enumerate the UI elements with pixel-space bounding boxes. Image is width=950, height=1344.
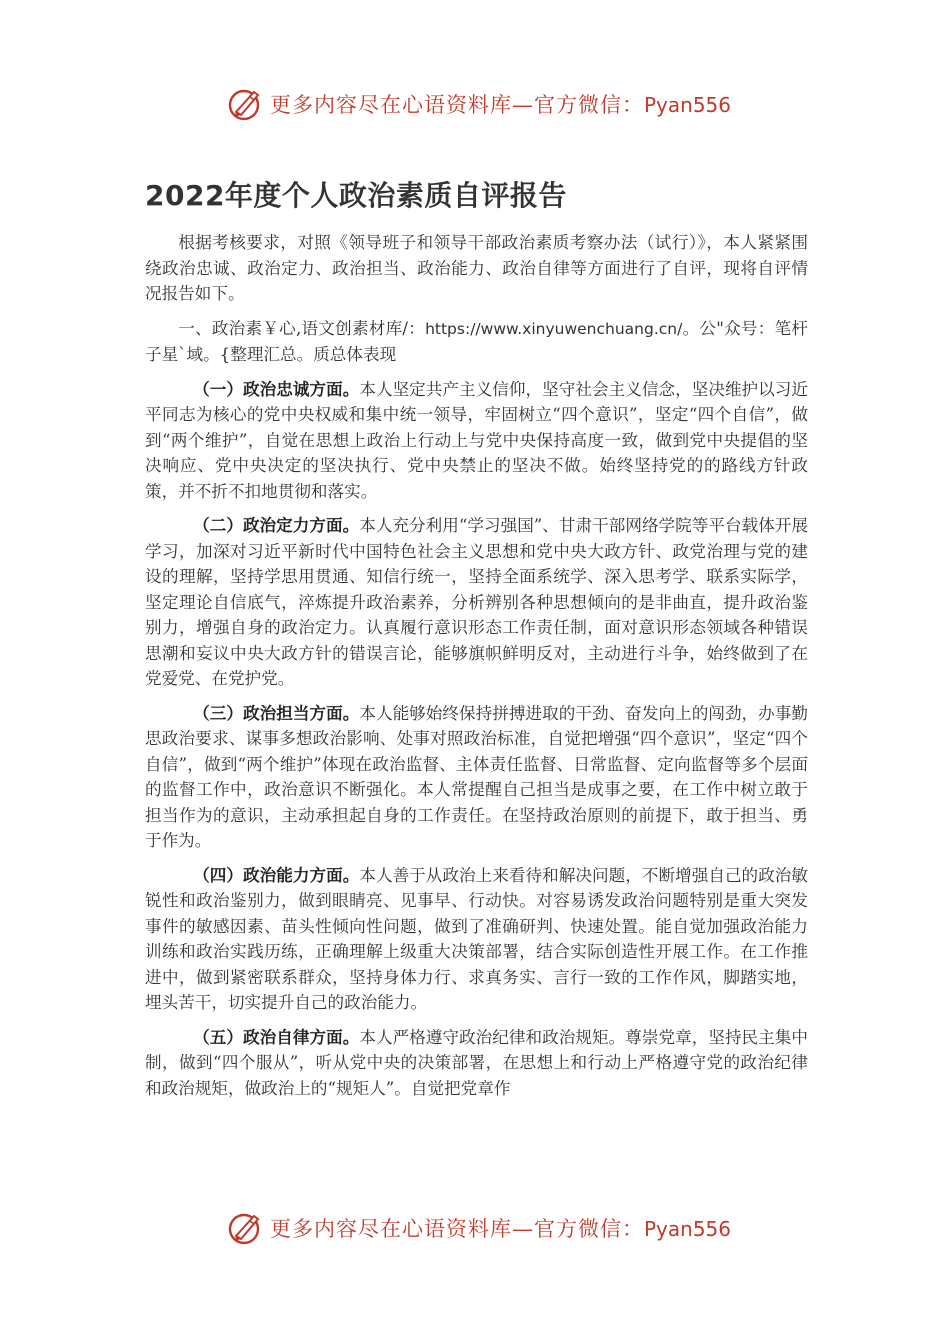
header-banner [228,84,732,124]
heading-pre-text: 一、政治素￥心,语文创素材库/： [178,318,426,338]
section-text-4: 本人善于从政治上来看待和解决问题，不断增强自己的政治敏锐性和政治鉴别力，做到眼睛亮、见事早、行动快。对容易诱发政治问题特别是重大突发事件的敏感因素、苗头性倾向性问题，做到了准确研判、快速处置。能自觉加强政治能力训练和政治实践历练，正确理解上级重大决策部署，结合实际创造性开展工作。在工作推进中，做到紧密联系群众，坚持身体力行、求真务实、言行一致的工作作风，脚踏实地，埋头苦干，切实提升自己的政治能力。 [145,865,809,1012]
document-body [145,230,808,1110]
section-label-5: （五）政治自律方面。 [193,1026,360,1047]
banner-dash: — [512,1217,534,1241]
banner-wechat-id: Pyan556 [644,93,732,117]
banner-main-text: 更多内容尽在心语资料库 [270,1217,512,1241]
banner-dash: — [512,93,534,117]
section-label-2: （二）政治定力方面。 [193,515,360,535]
section-heading-paragraph [145,316,808,368]
pen-logo-icon [228,1210,264,1246]
section-text-5: 本人严格遵守政治纪律和政治规矩。尊崇党章，坚持民主集中制，做到“四个服从”，听从党中央的决策部署，在思想上和行动上严格遵守党的政治纪律和政治规矩，做政治上的“规矩人”。自觉把党章作 [145,1027,809,1098]
section-label-3: （三）政治担当方面。 [193,702,360,723]
footer-banner [228,1208,732,1248]
heading-url: https://www.xinyuwenchuang.cn/ [425,319,683,338]
banner-wechat-label: 官方微信： [534,93,644,117]
section-paragraph-4 [145,863,808,1016]
section-paragraph-2 [145,513,808,692]
section-text-3: 本人能够始终保持拼搏进取的干劲、奋发向上的闯劲，办事勤思政治要求、谋事多想政治影响、处事对照政治标准，自觉把增强“四个意识”，坚定“四个自信”，做到“两个维护”体现在政治监督、主体责任监督、日常监督、定向监督等多个层面的监督工作中，政治意识不断强化。本人常提醒自己担当是成事之要，在工作中树立敢于担当作为的意识，主动承担起自身的工作责任。在坚持政治原则的前提下，敢于担当、勇于作为。 [145,703,809,850]
section-label-4: （四）政治能力方面。 [193,864,360,885]
section-text-1: 本人坚定共产主义信仰，坚守社会主义信念，坚决维护以习近平同志为核心的党中央权威和集中统一领导，牢固树立“四个意识”，坚定“四个自信”，做到“两个维护”，自觉在思想上政治上行动上与党中央保持高度一致，做到党中央提倡的坚决响应、党中央决定的坚决执行、党中央禁止的坚决不做。始终坚持党的的路线方针政策，并不折不扣地贯彻和落实。 [145,379,809,501]
section-paragraph-3 [145,701,808,854]
banner-main-text: 更多内容尽在心语资料库 [270,93,512,117]
section-paragraph-1 [145,377,808,505]
heading-post-text: 。公"众号：笔杆子星`域。{整理汇总。质总体表现 [145,318,808,364]
section-text-2: 本人充分利用“学习强国”、甘肃干部网络学院等平台载体开展学习，加深对习近平新时代中国特色社会主义思想和党中央大政方针、政党治理与党的建设的理解，坚持学思用贯通、知信行统一，坚持全面系统学、深入思考学、联系实际学，坚定理论自信底气，淬炼提升政治素养，分析辨别各种思想倾向的是非曲直，提升政治鉴别力，增强自身的政治定力。认真履行意识形态工作责任制，面对意识形态领域各种错误思潮和妄议中央大政方针的错误言论，能够旗帜鲜明反对，主动进行斗争，始终做到了在党爱党、在党护党。 [145,516,809,688]
banner-wechat-id: Pyan556 [644,1217,732,1241]
intro-paragraph: 根据考核要求，对照《领导班子和领导干部政治素质考察办法（试行）》，本人紧紧围绕政治忠诚、政治定力、政治担当、政治能力、政治自律等方面进行了自评，现将自评情况报告如下。 [145,233,808,303]
section-paragraph-5 [145,1025,808,1102]
pen-logo-icon [228,86,264,122]
section-label-1: （一）政治忠诚方面。 [193,378,360,399]
document-title: 2022年度个人政治素质自评报告 [145,179,567,212]
banner-wechat-label: 官方微信： [534,1217,644,1241]
